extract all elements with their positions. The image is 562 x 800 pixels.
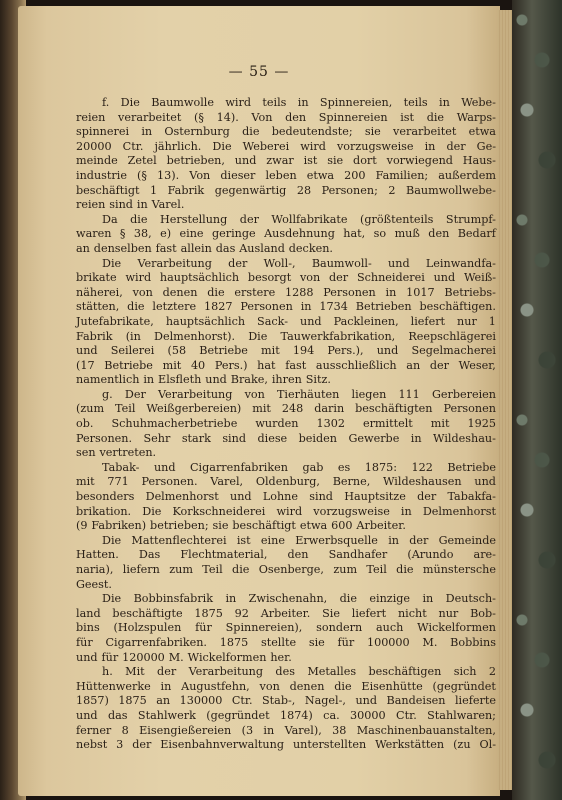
text-line: namentlich in Elsfleth und Brake, ihren Sitz.	[76, 373, 331, 387]
text-line: beschäftigt 1 Fabrik gegenwärtig 28 Personen; 2 Baumwollwebe-	[76, 183, 496, 197]
text-line: f. Die Baumwolle wird teils in Spinnereien, teils in Webe-	[102, 96, 496, 109]
text-line: Die Mattenflechterei ist eine Erwerbsquelle in der Gemeinde	[102, 533, 496, 547]
text-line: industrie (§ 13). Von dieser leben etwa 200 Familien; außerdem	[76, 168, 496, 182]
text-line: nebst 3 der Eisenbahnverwaltung unterstellten Werkstätten (zu Ol-	[76, 738, 496, 752]
text-line: Hatten. Das Flechtmaterial, den Sandhafer (Arundo are-	[76, 548, 496, 562]
text-line: für Cigarrenfabriken. 1875 stellte sie für 100000 M. Bobbins	[76, 635, 496, 649]
page-text	[76, 96, 496, 753]
text-line: meinde Zetel betrieben, und zwar ist sie dort vorwiegend Haus-	[76, 154, 496, 168]
text-line: Tabak- und Cigarrenfabriken gab es 1875: 122 Betriebe	[102, 460, 496, 474]
text-line: brikation. Die Korkschneiderei wird vorzugsweise in Delmenhorst	[76, 504, 496, 518]
text-line: mit 771 Personen. Varel, Oldenburg, Berne, Wildeshausen und	[76, 475, 496, 489]
text-line: waren § 38, e) eine geringe Ausdehnung hat, so muß den Bedarf	[76, 227, 496, 241]
text-line: naria), liefern zum Teil die Osenberge, zum Teil die münstersche	[76, 563, 496, 576]
text-line: h. Mit der Verarbeitung des Metalles beschäftigen sich 2	[102, 665, 496, 679]
text-line: Die Verarbeitung der Woll-, Baumwoll- und Leinwandfa-	[102, 256, 496, 270]
text-line: und Seilerei (58 Betriebe mit 194 Pers.), und Segelmacherei	[76, 344, 496, 358]
text-line: Fabrik (in Delmenhorst). Die Tauwerkfabrikation, Reepschlägerei	[76, 329, 496, 343]
book-page	[18, 6, 500, 796]
text-line: ferner 8 Eisengießereien (3 in Varel), 38 Maschinenbauanstalten,	[76, 723, 496, 737]
text-line: 20000 Ctr. jährlich. Die Weberei wird vorzugsweise in der Ge-	[76, 139, 496, 153]
text-line: ob. Schuhmacherbetriebe wurden 1302 ermittelt mit 1925	[76, 417, 496, 431]
text-line: 1857) 1875 an 130000 Ctr. Stab-, Nagel-, und Bandeisen lieferte	[76, 694, 496, 708]
text-line: (17 Betriebe mit 40 Pers.) hat fast ausschließlich an der Weser,	[76, 358, 496, 372]
text-line: Geest.	[76, 577, 112, 591]
text-line: spinnerei in Osternburg die bedeutendste; sie verarbeitet etwa	[76, 125, 496, 139]
page-number: — 55 —	[228, 64, 290, 80]
text-line: bins (Holzspulen für Spinnereien), sondern auch Wickelformen	[76, 621, 496, 635]
text-line: land beschäftigte 1875 92 Arbeiter. Sie liefert nicht nur Bob-	[76, 606, 496, 620]
text-line: näherei, von denen die erstere 1288 Personen in 1017 Betriebs-	[76, 285, 496, 299]
text-line: Jutefabrikate, hauptsächlich Sack- und Packleinen, liefert nur 1	[76, 314, 496, 328]
text-line: besonders Delmenhorst und Lohne sind Hauptsitze der Tabakfa-	[76, 490, 496, 504]
text-line: Die Bobbinsfabrik in Zwischenahn, die einzige in Deutsch-	[102, 592, 496, 606]
text-line: stätten, die letztere 1827 Personen in 1734 Betrieben beschäftigen.	[76, 300, 496, 314]
text-line: Personen. Sehr stark sind diese beiden Gewerbe in Wildeshau-	[76, 431, 496, 445]
marbled-cover	[512, 0, 562, 800]
text-line: g. Der Verarbeitung von Tierhäuten liegen 111 Gerbereien	[102, 387, 496, 401]
text-line: und für 120000 M. Wickelformen her.	[76, 650, 292, 664]
text-line: (9 Fabriken) betrieben; sie beschäftigt etwa 600 Arbeiter.	[76, 519, 406, 533]
text-line: (zum Teil Weißgerbereien) mit 248 darin beschäftigten Personen	[76, 402, 496, 416]
text-line: reien verarbeitet (§ 14). Von den Spinnereien ist die Warps-	[76, 110, 496, 124]
text-line: reien sind in Varel.	[76, 198, 185, 212]
text-line: Da die Herstellung der Wollfabrikate (größtenteils Strumpf-	[102, 212, 496, 226]
text-line: Hüttenwerke in Augustfehn, von denen die Eisenhütte (gegründet	[76, 679, 496, 693]
text-line: an denselben fast allein das Ausland decken.	[76, 241, 333, 255]
text-line: sen vertreten.	[76, 446, 157, 460]
text-line: und das Stahlwerk (gegründet 1874) ca. 30000 Ctr. Stahlwaren;	[76, 708, 496, 722]
text-line: brikate wird hauptsächlich besorgt von der Schneiderei und Weiß-	[76, 271, 496, 285]
